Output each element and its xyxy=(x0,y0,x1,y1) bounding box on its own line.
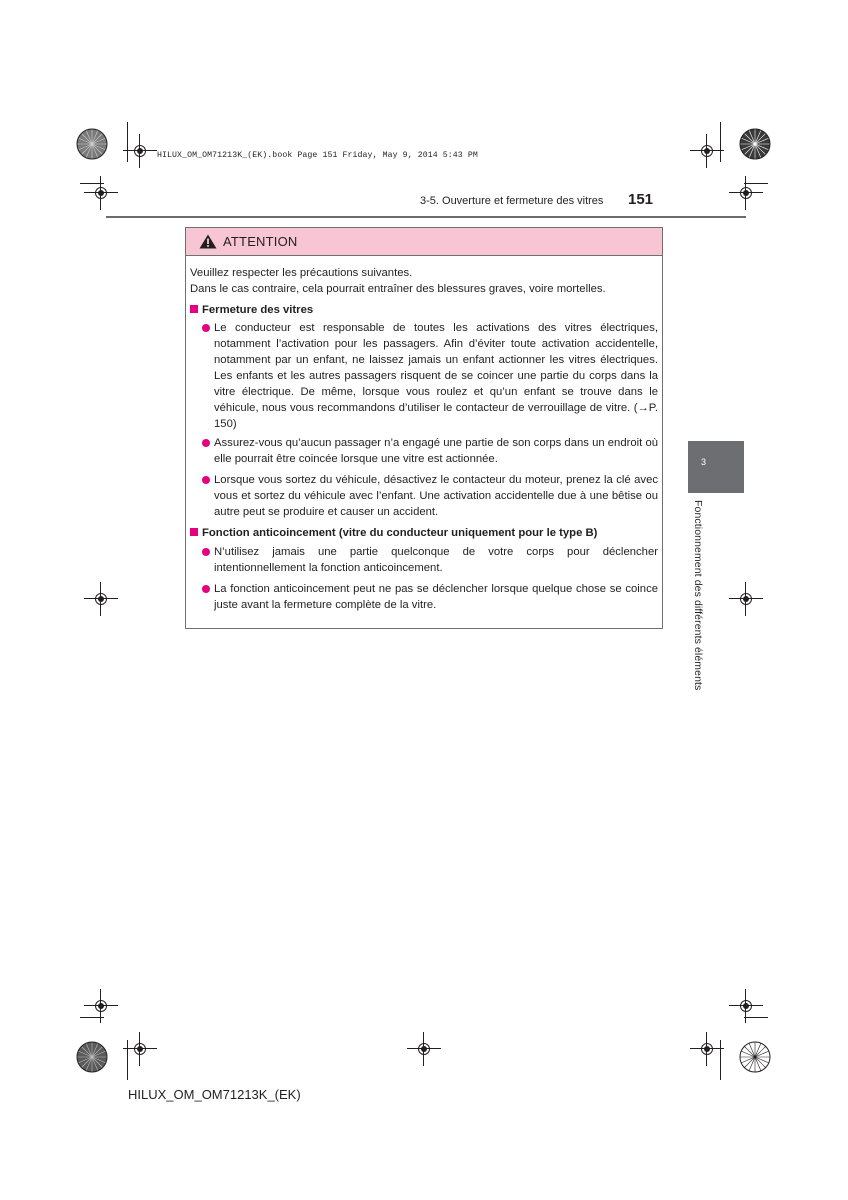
subsection-title: Fermeture des vitres xyxy=(202,304,314,316)
chapter-tab xyxy=(688,441,744,493)
registration-mark-icon xyxy=(413,1038,435,1060)
registration-mark-icon xyxy=(129,1038,151,1060)
caution-intro xyxy=(190,265,658,297)
list-item-text: La fonction anticoincement peut ne pas se déclencher lorsque quelque chose se coince juste avant la fermeture complète de la vitre. xyxy=(214,583,658,611)
chapter-number: 3 xyxy=(701,457,707,467)
crop-mark xyxy=(720,1040,721,1080)
square-bullet-icon xyxy=(190,305,198,313)
crop-mark xyxy=(127,122,128,162)
list-item xyxy=(202,435,658,467)
registration-mark-icon xyxy=(90,182,112,204)
crop-mark xyxy=(127,1040,128,1080)
caution-header xyxy=(186,228,662,256)
crop-mark xyxy=(744,1017,768,1018)
header-rule xyxy=(106,216,746,218)
subsection-heading xyxy=(190,302,313,318)
caution-box xyxy=(185,227,663,629)
list-item xyxy=(202,581,658,613)
registration-mark-icon xyxy=(696,140,718,162)
warning-triangle-icon xyxy=(199,234,217,249)
bullet-dot-icon xyxy=(202,439,210,447)
registration-mark-icon xyxy=(735,588,757,610)
bullet-dot-icon xyxy=(202,476,210,484)
subsection-heading xyxy=(190,525,597,541)
chapter-label: Fonctionnement des différents éléments xyxy=(692,500,704,691)
bullet-dot-icon xyxy=(202,324,210,332)
list-item xyxy=(202,472,658,520)
registration-mark-icon xyxy=(129,140,151,162)
calibration-dial-icon xyxy=(76,1041,108,1073)
crop-mark xyxy=(720,122,721,162)
registration-mark-icon xyxy=(90,995,112,1017)
footer-code: HILUX_OM_OM71213K_(EK) xyxy=(128,1087,301,1102)
calibration-dial-icon xyxy=(76,128,108,160)
registration-mark-icon xyxy=(696,1038,718,1060)
calibration-dial-icon xyxy=(739,128,771,160)
list-item xyxy=(202,544,658,576)
registration-mark-icon xyxy=(90,588,112,610)
list-item-text: Le conducteur est responsable de toutes les activations des vitres électriques, notamment l’activation pour les passagers. Afin d’éviter toute activation accidentelle, notamment par un enfant, ne laissez jamais un enfant actionner les vitres électriques. Les enfants et les autres passagers risquent de se coincer une partie du corps dans la vitre électrique. De même, lorsque vous roulez et qu’un enfant se trouve dans le véhicule, nous vous recommandons d’utiliser le contacteur de verrouillage de vitre. (→P. 150) xyxy=(214,322,658,430)
intro-text: Veuillez respecter les précautions suivantes. Dans le cas contraire, cela pourrait entraîner des blessures graves, voire mortelles. xyxy=(190,267,606,295)
print-header: HILUX_OM_OM71213K_(EK).book Page 151 Friday, May 9, 2014 5:43 PM xyxy=(157,151,478,160)
square-bullet-icon xyxy=(190,528,198,536)
calibration-dial-icon xyxy=(739,1041,771,1073)
list-item xyxy=(202,320,658,432)
section-title: 3-5. Ouverture et fermeture des vitres xyxy=(420,195,604,207)
registration-mark-icon xyxy=(735,995,757,1017)
bullet-dot-icon xyxy=(202,548,210,556)
registration-mark-icon xyxy=(735,182,757,204)
list-item-text: Lorsque vous sortez du véhicule, désactivez le contacteur du moteur, prenez la clé avec vous et sortez du véhicule avec l’enfant. Une activation accidentelle due à une bêtise ou autre peut se produire et causer un accident. xyxy=(214,474,658,518)
list-item-text: N’utilisez jamais une partie quelconque de votre corps pour déclencher intentionnellement la fonction anticoincement. xyxy=(214,546,658,574)
bullet-dot-icon xyxy=(202,585,210,593)
list-item-text: Assurez-vous qu’aucun passager n’a engagé une partie de son corps dans un endroit où elle pourrait être coincée lorsque une vitre est actionnée. xyxy=(214,437,659,465)
subsection-title: Fonction anticoincement (vitre du conducteur uniquement pour le type B) xyxy=(202,527,598,539)
caution-label: ATTENTION xyxy=(223,234,298,249)
page-number: 151 xyxy=(628,191,654,208)
